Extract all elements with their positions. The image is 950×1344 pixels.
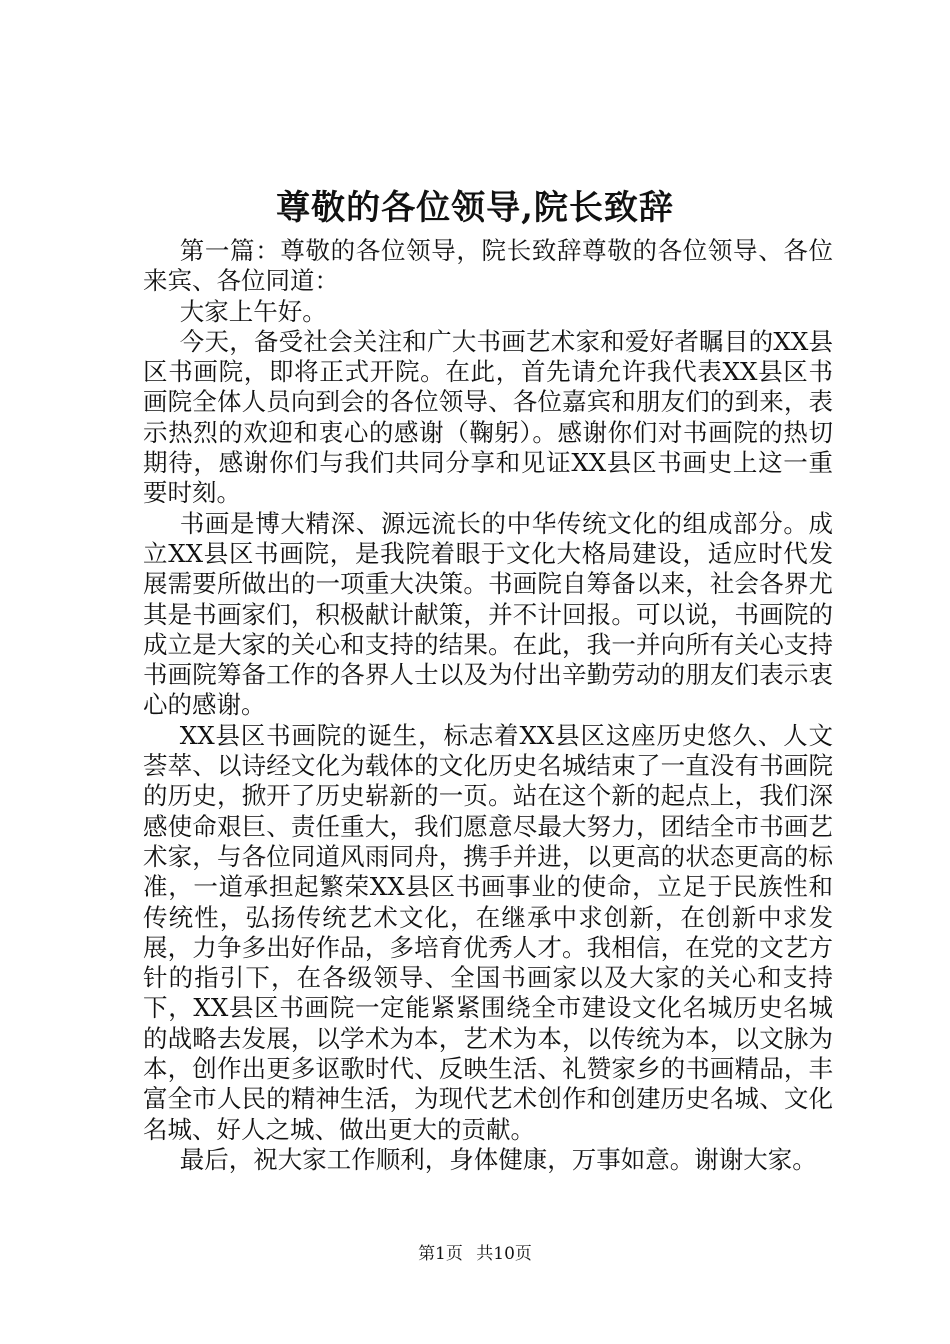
- page-total: 共10页: [476, 1244, 532, 1264]
- page-number: 第1页: [418, 1244, 463, 1264]
- paragraph: XX县区书画院的诞生，标志着XX县区这座历史悠久、人文荟萃、以诗经文化为载体的文化历史名城结束了一直没有书画院的历史，掀开了历史崭新的一页。站在这个新的起点上，我们深感使命艰巨、责任重大，我们愿意尽最大努力，团结全市书画艺术家，与各位同道风雨同舟，携手并进，以更高的状态更高的标准，一道承担起繁荣XX县区书画事业的使命，立足于民族性和传统性，弘扬传统艺术文化，在继承中求创新，在创新中求发展，力争多出好作品，多培育优秀人才。我相信，在党的文艺方针的指引下，在各级领导、全国书画家以及大家的关心和支持下，XX县区书画院一定能紧紧围绕全市建设文化名城历史名城的战略去发展，以学术为本，艺术为本，以传统为本，以文脉为本，创作出更多讴歌时代、反映生活、礼赞家乡的书画精品，丰富全市人民的精神生活，为现代艺术创作和创建历史名城、文化名城、好人之城、做出更大的贡献。: [143, 720, 833, 1144]
- paragraph: 大家上午好。: [179, 296, 327, 326]
- paragraph: 书画是博大精深、源远流长的中华传统文化的组成部分。成立XX县区书画院，是我院着眼于文化大格局建设，适应时代发展需要所做出的一项重大决策。书画院自筹备以来，社会各界尤其是书画家们，积极献计献策，并不计回报。可以说，书画院的成立是大家的关心和支持的结果。在此，我一并向所有关心支持书画院筹备工作的各界人士以及为付出辛勤劳动的朋友们表示衷心的感谢。: [143, 508, 833, 720]
- page-footer: [0, 1242, 950, 1266]
- document-body: [143, 236, 833, 1175]
- paragraph: 第一篇：尊敬的各位领导，院长致辞尊敬的各位领导、各位来宾、各位同道：: [143, 236, 833, 296]
- document-title: 尊敬的各位领导,院长致辞: [276, 188, 674, 228]
- paragraph: 今天，备受社会关注和广大书画艺术家和爱好者瞩目的XX县区书画院，即将正式开院。在此，首先请允许我代表XX县区书画院全体人员向到会的各位领导、各位嘉宾和朋友们的到来，表示热烈的欢迎和衷心的感谢（鞠躬）。感谢你们对书画院的热切期待，感谢你们与我们共同分享和见证XX县区书画史上这一重要时刻。: [143, 326, 833, 508]
- paragraph: 最后，祝大家工作顺利，身体健康，万事如意。谢谢大家。: [179, 1144, 817, 1174]
